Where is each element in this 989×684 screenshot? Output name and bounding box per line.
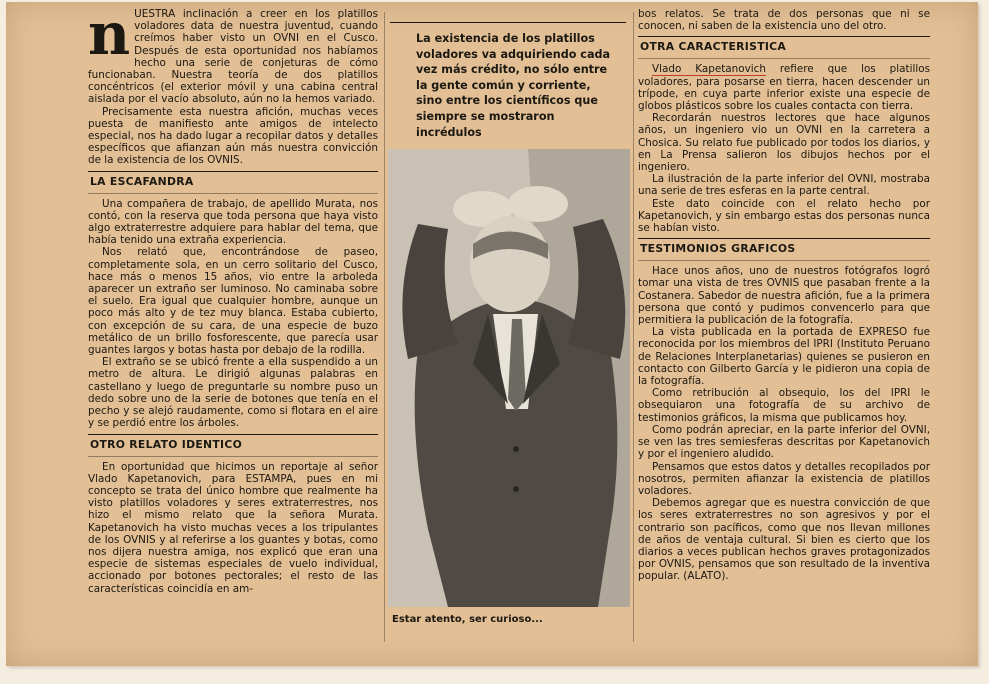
escafandra-paragraph-1: Una compañera de trabajo, de apellido Murata, nos contó, con la reserva que toda persona que haya visto algo extraterrestre adquiere para hablar del tema, que había tenido una extraña experiencia. <box>88 197 378 247</box>
escafandra-paragraph-2: Nos relató que, encontrándose de paseo, completamente sola, en un cerro solitario del Cusco, hace más o menos 15 años, vio entre la arboleda aparecer un extraño ser luminoso. No caminaba sobre el suelo. Era igual que cualquier hombre, aunque un poco más alto y de tez muy blanca. Estaba cubierto, con excepción de su cara, de una especie de buzo metálico de un brillo fosforescente, que parecía usar guantes largos y botas hasta por debajo de la rodilla. <box>88 246 378 357</box>
pull-quote-text: La existencia de los platillos voladores va adquiriendo cada vez más crédito, no sólo entre la gente común y corriente, sino entre los científicos que siempre se mostraron incrédulos <box>416 32 611 139</box>
section-heading-escafandra: LA ESCAFANDRA <box>88 171 378 194</box>
caracteristica-paragraph-1 <box>638 63 930 112</box>
caracteristica-paragraph-2: Recordarán nuestros lectores que hace algunos años, un ingeniero vio un OVNI en la carretera a Chosica. Su relato fue publicado por todos los diarios, y en La Prensa salieron los dibujos hechos por el ingeniero. <box>638 112 930 174</box>
photo-illustration <box>388 149 630 607</box>
otro-relato-paragraph: En oportunidad que hicimos un reportaje al señor Vlado Kapetanovich, para ESTAMPA, pues en mi concepto se trata del único hombre que realmente ha visto platillos voladores y seres extraterrestres, nos hizo el mismo relato que la señora Murata. Kapetanovich ha visto muchas veces a los tripulantes de los OVNIS y al referirse a los guantes y botas, como nos dijera nuestra amiga, nos explicó que eran una especie de sistemas especiales de vuelo individual, accionado por botones pectorales; el resto de las características coincidía en am- <box>88 460 378 595</box>
testimonios-paragraph-4: Como podrán apreciar, en la parte inferior del OVNI, se ven las tres semiesferas descritas por Kapetanovich y por el ingeniero aludido. <box>638 423 930 461</box>
intro-paragraph-1: UESTRA inclinación a creer en los platillos voladores data de nuestra juventud, cuando creímos haber visto un OVNI en el Cusco. Después de esta oportunidad nos habíamos hecho una serie de conjeturas de cómo funcionaban. Nuestra teoría de dos platillos concéntricos (el exterior móvil y una cabina central aislada por el vacío absoluto, aún no la hemos variado. <box>88 8 378 106</box>
pull-quote-box <box>390 22 626 146</box>
section-heading-otro-relato: OTRO RELATO IDENTICO <box>88 434 378 457</box>
testimonios-paragraph-3: Como retribución al obsequio, los del IPRI le obsequiaron una fotografía de su archivo de testimonios gráficos, la misma que publicamos hoy. <box>638 387 930 424</box>
testimonios-paragraph-5: Pensamos que estos datos y detalles recopilados por nosotros, permiten afianzar la existencia de platillos voladores. <box>638 460 930 497</box>
newspaper-clipping <box>6 2 978 666</box>
underlined-name: Vlado Kapetanovich <box>652 63 766 76</box>
testimonios-paragraph-2: La vista publicada en la portada de EXPRESO fue reconocida por los miembros del IPRI (Instituto Peruano de Relaciones Interplanetarias) quienes se pusieron en contacto con Gilberto García y le pidieron una copia de la fotografía. <box>638 326 930 388</box>
left-column <box>88 2 378 595</box>
caracteristica-paragraph-3: La ilustración de la parte inferior del OVNI, mostraba una serie de tres esferas en la parte central. <box>638 173 930 198</box>
caracteristica-paragraph-4: Este dato coincide con el relato hecho por Kapetanovich, y sin embargo estas dos personas nunca se habían visto. <box>638 197 930 235</box>
section-heading-otra-caracteristica: OTRA CARACTERISTICA <box>638 36 930 59</box>
continued-text: bos relatos. Se trata de dos personas que ni se conocen, ni saben de la existencia uno del otro. <box>638 8 930 33</box>
testimonios-paragraph-6: Debemos agregar que es nuestra convicción de que los seres extraterrestres no son agresivos y por el contrario son pacíficos, como que nos llevan millones de años de ventaja cultural. Si bien es cierto que los diarios a veces publican hechos graves protagonizados por OVNIS, pensamos que son resultado de la inventiva popular. (ALATO). <box>638 497 930 583</box>
right-column <box>638 8 930 583</box>
photo-caption: Estar atento, ser curioso... <box>392 614 543 625</box>
section-heading-testimonios: TESTIMONIOS GRAFICOS <box>638 238 930 261</box>
escafandra-paragraph-3: El extraño se se ubicó frente a ella suspendido a un metro de altura. Le dirigió algunas palabras en castellano y luego de preguntarle su nombre puso un dedo sobre uno de la serie de botones que tenía en el pecho y se alejó raudamente, como si flotara en el aire y se perdió entre los árboles. <box>88 356 378 430</box>
intro-paragraph-2: Precisamente esta nuestra afición, muchas veces puesta de manifiesto ante amigos de intelecto especial, nos ha dado lugar a recopilar datos y detalles específicos que afianzan aún más nuestra convicción de la existencia de los OVNIS. <box>88 105 378 167</box>
drop-cap: n <box>88 2 131 68</box>
caracteristica-paragraph-1-rest: refiere que los platillos voladores, para posarse en tierra, hacen descender un trípode, en cuya parte inferior existe una especie de globos plásticos sobre los cuales contacta con tierra. <box>638 63 930 113</box>
column-rule-left <box>384 12 385 642</box>
man-looking-up-photo <box>388 149 630 607</box>
testimonios-paragraph-1: Hace unos años, uno de nuestros fotógrafos logró tomar una vista de tres OVNIS que pasaban frente a la Costanera. Sabedor de nuestra afición, fue a la primera persona que contó y pudimos convencerlo para que permitiera la publicación de la fotografía. <box>638 265 930 327</box>
column-rule-right <box>633 12 634 642</box>
